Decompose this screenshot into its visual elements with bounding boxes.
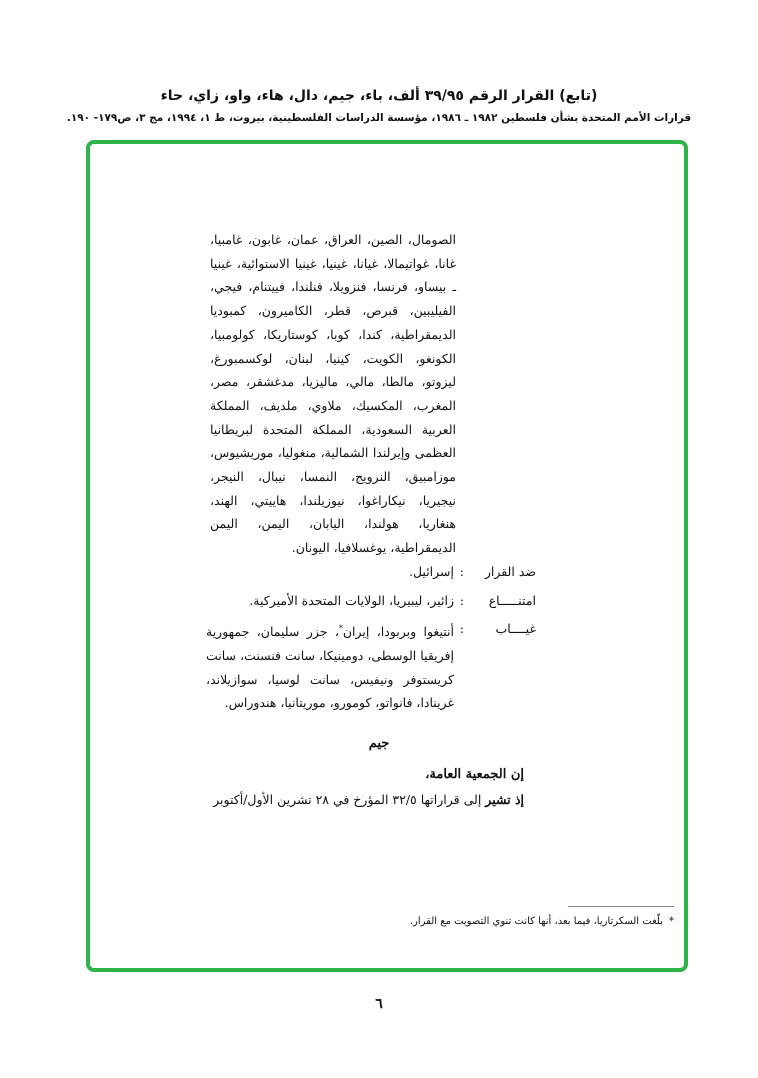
source-citation: قرارات الأمم المتحدة بشأن فلسطين ١٩٨٢ ـ ١٩٨٦، مؤسسة الدراسات الفلسطينية، بيروت، ط ١، ١٩٩٤، مج ٣، ص١٧٩- ١٩٠. bbox=[66, 112, 692, 124]
footnote-text: بلّغت السكرتاريا، فيما بعد، أنها كانت تنوي التصويت مع القرار. bbox=[409, 916, 663, 927]
footnote-divider bbox=[568, 906, 674, 907]
vote-absent-colon: : bbox=[459, 621, 464, 636]
recalling-paragraph bbox=[204, 792, 524, 807]
footnote-marker: * bbox=[669, 916, 674, 927]
vote-absent-value bbox=[206, 617, 454, 715]
vote-absent-label: غيــــاب bbox=[495, 621, 536, 636]
vote-abstain-label: امتنـــــاع bbox=[488, 593, 536, 608]
vote-against-row bbox=[206, 560, 536, 584]
footnote-reference-mark: * bbox=[338, 624, 343, 633]
vote-absent-text-start: أنتيغوا وبربودا، إيران bbox=[342, 624, 454, 640]
vote-abstain-value: زائير، ليبيريا، الولايات المتحدة الأميركية. bbox=[249, 593, 454, 608]
voters-in-favor-list: الصومال، الصين، العراق، عمان، غابون، غامبيا، غانا، غواتيمالا، غيانا، غينيا، غينيا الاستوائية، غينيا ـ بيساو، فرنسا، فنزويلا، فنلندا، فييتنام، فيجي، الفيليبين، قبرص، قطر، الكاميرون، كمبوديا الديمقراطية، كندا، كوبا، كوستاريكا، كولومبيا، الكونغو، الكويت، كينيا، لبنان، لوكسمبورغ، ليزوتو، مالطا، مالي، ماليزيا، مدغشقر، مصر، المغرب، المكسيك، ملاوي، ملديف، المملكة العربية السعودية، المملكة المتحدة لبريطانيا العظمى وإيرلندا الشمالية، منغوليا، موريشيوس، موزامبيق، النرويج، النمسا، نيبال، النيجر، نيجيريا، نيكاراغوا، نيوزيلندا، هاييتي، الهند، هنغاريا، هولندا، اليابان، اليمن، اليمن الديمقراطية، يوغسلافيا، اليونان. bbox=[210, 232, 456, 556]
page-number: ٦ bbox=[375, 996, 383, 1012]
vote-against-colon: : bbox=[459, 564, 464, 579]
vote-abstain-row bbox=[206, 589, 536, 613]
vote-absent-row bbox=[206, 617, 536, 715]
page-title: (تابع) القرار الرقم ٣٩/٩٥ ألف، باء، جيم، دال، هاء، واو، زاي، حاء bbox=[160, 88, 598, 104]
general-assembly-line: إن الجمعية العامة، bbox=[425, 767, 524, 782]
footnote bbox=[410, 916, 674, 927]
recalling-lead: إذ تشير bbox=[485, 792, 524, 807]
section-heading: جيم bbox=[368, 736, 390, 751]
vote-against-value: إسرائيل. bbox=[408, 564, 454, 579]
recalling-text: إلى قراراتها ٣٢/٥ المؤرخ في ٢٨ تشرين الأول/أكتوبر bbox=[213, 792, 486, 807]
vote-absent-text-end: ، جزر سليمان، جمهورية إفريقيا الوسطى، دومينيكا، سانت فنسنت، سانت كريستوفر ونيفيس، سانت لوسيا، سوازيلاند، غرينادا، فانواتو، كومورو، موريتانيا، هندوراس. bbox=[206, 624, 454, 711]
vote-against-label: ضد القرار bbox=[484, 564, 536, 579]
vote-abstain-colon: : bbox=[459, 593, 464, 608]
